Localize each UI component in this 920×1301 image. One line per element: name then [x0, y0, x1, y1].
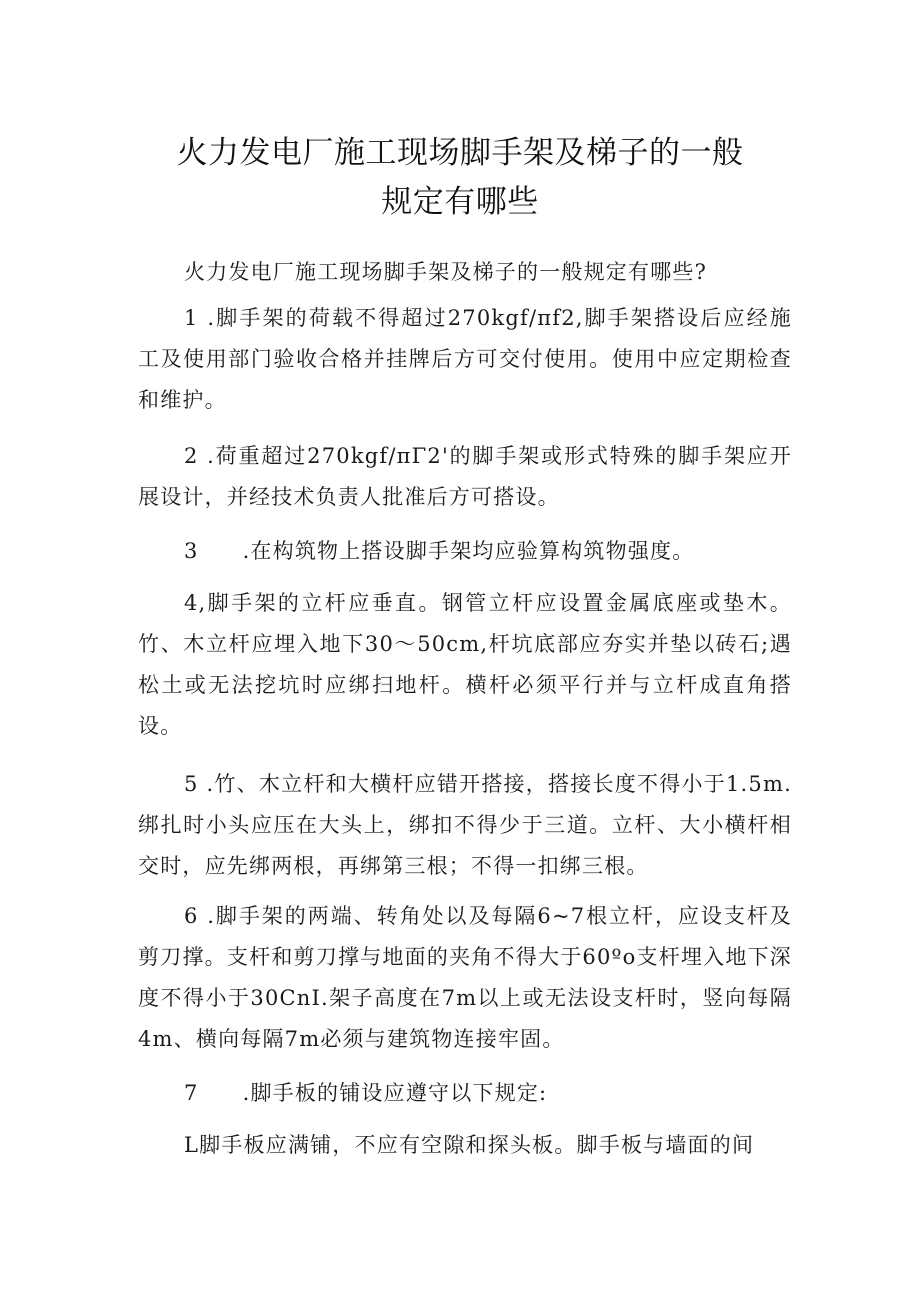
intro-paragraph: [138, 252, 792, 293]
item-1-paragraph: [138, 298, 792, 421]
item-text: 脚手板应满铺，不应有空隙和探头板。脚手板与墙面的间: [199, 1133, 755, 1157]
item-number: 3: [184, 539, 199, 563]
item-text: .在构筑物上搭设脚手架均应验算构筑物强度。: [242, 539, 695, 563]
page-title-line-2: 规定有哪些: [381, 184, 539, 220]
item-number: 5: [184, 772, 199, 796]
item-number: 2: [184, 444, 199, 468]
item-number: 7: [184, 1081, 199, 1105]
item-text: .荷重超过270kgf/πΓ2'的脚手架或形式特殊的脚手架应开展设计，并经技术负责人批准后方可搭设。: [138, 444, 792, 509]
item-text: .脚手板的铺设应遵守以下规定:: [242, 1081, 548, 1105]
item-number: 4,: [184, 591, 207, 615]
item-number: 6: [184, 904, 199, 928]
page-title-line-1: 火力发电厂施工现场脚手架及梯子的一般: [176, 135, 744, 171]
item-6-paragraph: [138, 896, 792, 1060]
item-4-paragraph: [138, 583, 792, 747]
intro-text: 火力发电厂施工现场脚手架及梯子的一般规定有哪些?: [184, 260, 708, 284]
item-text: .竹、木立杆和大横杆应错开搭接，搭接长度不得小于1.5m.绑扎时小头应压在大头上，绑扣不得少于三道。立杆、大小横杆相交时，应先绑两根，再绑第三根；不得一扣绑三根。: [138, 772, 792, 878]
item-text: .脚手架的荷载不得超过270kgf/πf2,脚手架搭设后应经施工及使用部门验收合格并挂牌后方可交付使用。使用中应定期检查和维护。: [138, 306, 792, 412]
item-3-paragraph: [138, 531, 792, 572]
item-7-paragraph: [138, 1073, 792, 1114]
item-number: 1: [184, 306, 199, 330]
item-2-paragraph: [138, 436, 792, 518]
item-5-paragraph: [138, 764, 792, 887]
item-text: .脚手架的两端、转角处以及每隔6~7根立杆，应设支杆及剪刀撑。支杆和剪刀撑与地面的夹角不得大于60ºo支杆埋入地下深度不得小于30CnI.架子高度在7m以上或无法设支杆时，竖向每隔4m、横向每隔7m必须与建筑物连接牢固。: [138, 904, 792, 1051]
item-text: 脚手架的立杆应垂直。钢管立杆应设置金属底座或垫木。竹、木立杆应埋入地下30～50cm,杆坑底部应夯实并垫以砖石;遇松土或无法挖坑时应绑扫地杆。横杆必须平行并与立杆成直角搭设。: [138, 591, 792, 738]
subitem-1-paragraph: [138, 1125, 792, 1166]
item-number: L: [184, 1133, 200, 1157]
